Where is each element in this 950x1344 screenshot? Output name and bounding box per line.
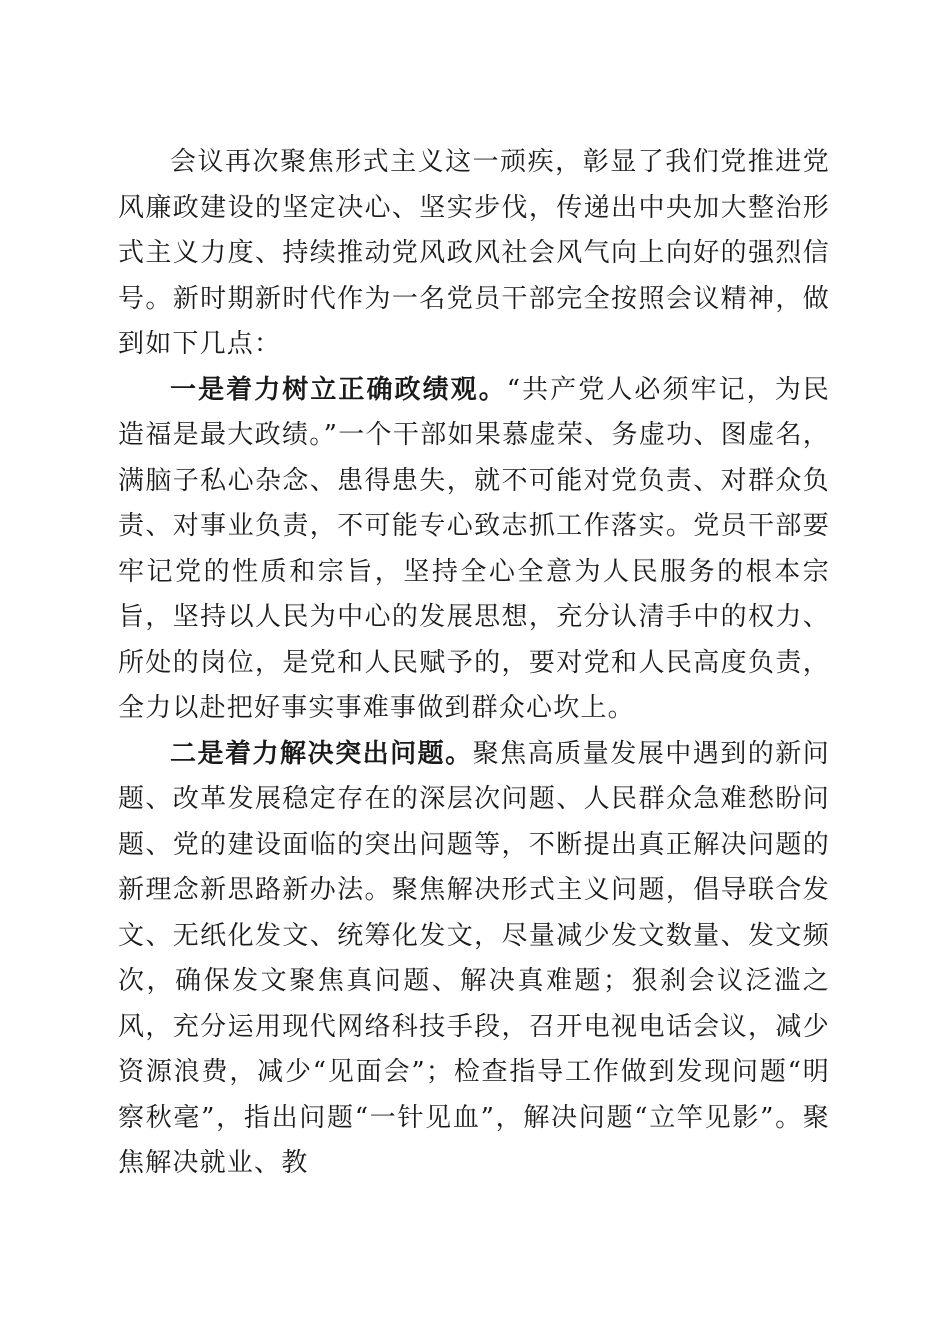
paragraph-lead: 一是着力树立正确政绩观。 bbox=[170, 374, 507, 405]
paragraph-point-two bbox=[118, 732, 830, 1187]
document-body bbox=[118, 140, 830, 1187]
paragraph-text: 会议再次聚焦形式主义这一顽疾，彰显了我们党推进党风廉政建设的坚定决心、坚实步伐，传递出中央加大整治形式主义力度、持续推动党风政风社会风气向上向好的强烈信号。新时期新时代作为一名党员干部完全按照会议精神，做到如下几点： bbox=[118, 147, 830, 359]
paragraph-text: 聚焦高质量发展中遇到的新问题、改革发展稳定存在的深层次问题、人民群众急难愁盼问题、党的建设面临的突出问题等，不断提出真正解决问题的新理念新思路新办法。聚焦解决形式主义问题，倡导联合发文、无纸化发文、统筹化发文，尽量减少发文数量、发文频次，确保发文聚焦真问题、解决真难题；狠刹会议泛滥之风，充分运用现代网络科技手段，召开电视电话会议，减少资源浪费，减少“见面会”；检查指导工作做到发现问题“明察秋毫”，指出问题“一针见血”，解决问题“立竿见影”。聚焦解决就业、教 bbox=[118, 738, 830, 1178]
paragraph-intro bbox=[118, 140, 830, 368]
paragraph-text: “共产党人必须牢记，为民造福是最大政绩。”一个干部如果慕虚荣、务虚功、图虚名，满脑子私心杂念、患得患失，就不可能对党负责、对群众负责、对事业负责，不可能专心致志抓工作落实。党员干部要牢记党的性质和宗旨，坚持全心全意为人民服务的根本宗旨，坚持以人民为中心的发展思想，充分认清手中的权力、所处的岗位，是党和人民赋予的，要对党和人民高度负责，全力以赴把好事实事难事做到群众心坎上。 bbox=[118, 374, 830, 723]
paragraph-lead: 二是着力解决突出问题。 bbox=[170, 738, 473, 769]
paragraph-point-one bbox=[118, 368, 830, 732]
